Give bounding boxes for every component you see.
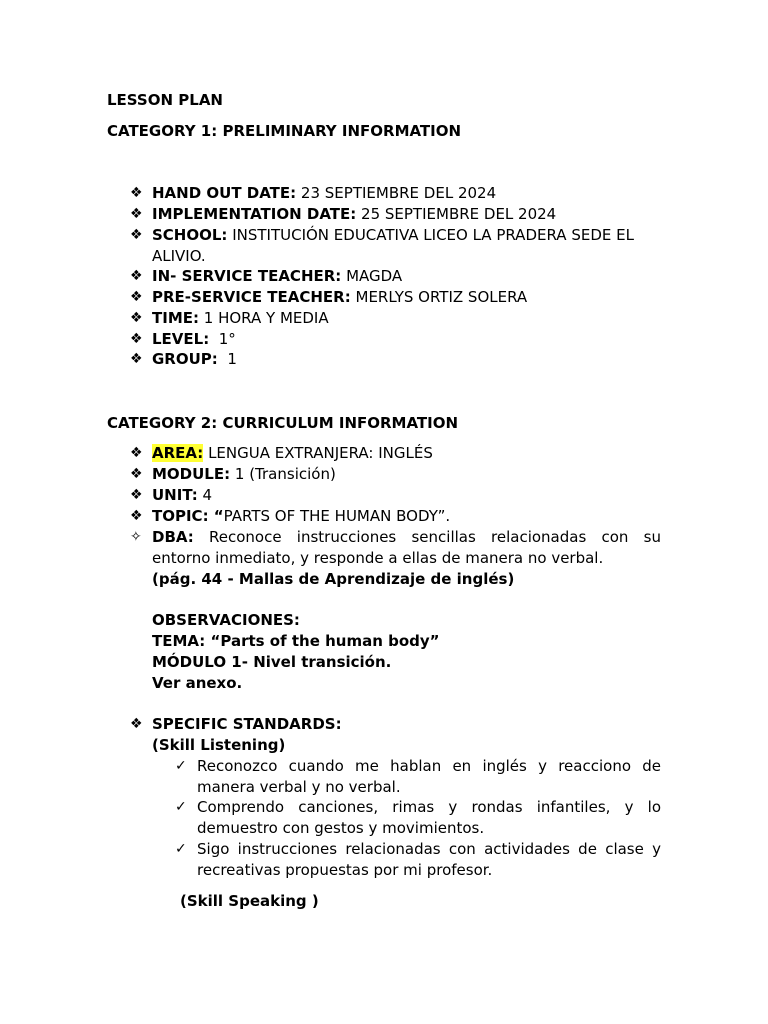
dba-item: DBA: Reconoce instrucciones sencillas relacionadas con su [152,528,661,546]
bullet-icon: ❖ [130,487,143,503]
pre-service-teacher-item: PRE-SERVICE TEACHER: MERLYS ORTIZ SOLERA [152,288,528,306]
checkmark-icon: ✓ [175,799,187,815]
hollow-bullet-icon: ✧ [130,529,142,545]
bullet-icon: ❖ [130,310,143,326]
listening-standard-2: Comprendo canciones, rimas y rondas infantiles, y lo [197,798,661,816]
hand-out-date-item: HAND OUT DATE: 23 SEPTIEMBRE DEL 2024 [152,184,497,202]
time-item: TIME: 1 HORA Y MEDIA [152,309,329,327]
bullet-icon: ❖ [130,289,143,305]
bullet-icon: ❖ [130,466,143,482]
observations-annex: Ver anexo. [152,674,243,692]
listening-standard-1: Reconozco cuando me hablan en inglés y reacciono de [197,757,661,775]
category1-heading: CATEGORY 1: PRELIMINARY INFORMATION [107,122,462,140]
observations-module: MÓDULO 1- Nivel transición. [152,653,392,671]
listening-standard-1-continued: manera verbal y no verbal. [197,778,401,796]
school-item: SCHOOL: INSTITUCIÓN EDUCATIVA LICEO LA PRADERA SEDE EL [152,226,634,244]
group-item: GROUP: 1 [152,350,237,368]
listening-standard-2-continued: demuestro con gestos y movimientos. [197,819,485,837]
observations-topic: TEMA: “Parts of the human body” [152,632,440,650]
skill-listening-label: (Skill Listening) [152,736,286,754]
topic-item: TOPIC: “PARTS OF THE HUMAN BODY”. [152,507,451,525]
checkmark-icon: ✓ [175,758,187,774]
bullet-icon: ❖ [130,185,143,201]
doc-title: LESSON PLAN [107,91,223,109]
dba-item-continued: entorno inmediato, y responde a ellas de manera no verbal. [152,549,604,567]
module-item: MODULE: 1 (Transición) [152,465,336,483]
area-label-highlight: AREA: [152,444,204,462]
bullet-icon: ❖ [130,227,143,243]
listening-standard-3: Sigo instrucciones relacionadas con actividades de clase y [197,840,661,858]
in-service-teacher-item: IN- SERVICE TEACHER: MAGDA [152,267,403,285]
bullet-icon: ❖ [130,508,143,524]
observations-heading: OBSERVACIONES: [152,611,300,629]
category2-heading: CATEGORY 2: CURRICULUM INFORMATION [107,414,459,432]
bullet-icon: ❖ [130,268,143,284]
implementation-date-item: IMPLEMENTATION DATE: 25 SEPTIEMBRE DEL 2024 [152,205,557,223]
listening-standard-3-continued: recreativas propuestas por mi profesor. [197,861,493,879]
dba-reference: (pág. 44 - Mallas de Aprendizaje de inglés) [152,570,515,588]
bullet-icon: ❖ [130,445,143,461]
school-item-continued: ALIVIO. [152,247,206,265]
unit-item: UNIT: 4 [152,486,213,504]
skill-speaking-label: (Skill Speaking ) [180,892,319,910]
bullet-icon: ❖ [130,206,143,222]
bullet-icon: ❖ [130,351,143,367]
level-item: LEVEL: 1° [152,330,236,348]
bullet-icon: ❖ [130,331,143,347]
area-item: AREA: LENGUA EXTRANJERA: INGLÉS [152,444,433,462]
specific-standards-heading: SPECIFIC STANDARDS: [152,715,342,733]
bullet-icon: ❖ [130,716,143,732]
checkmark-icon: ✓ [175,841,187,857]
